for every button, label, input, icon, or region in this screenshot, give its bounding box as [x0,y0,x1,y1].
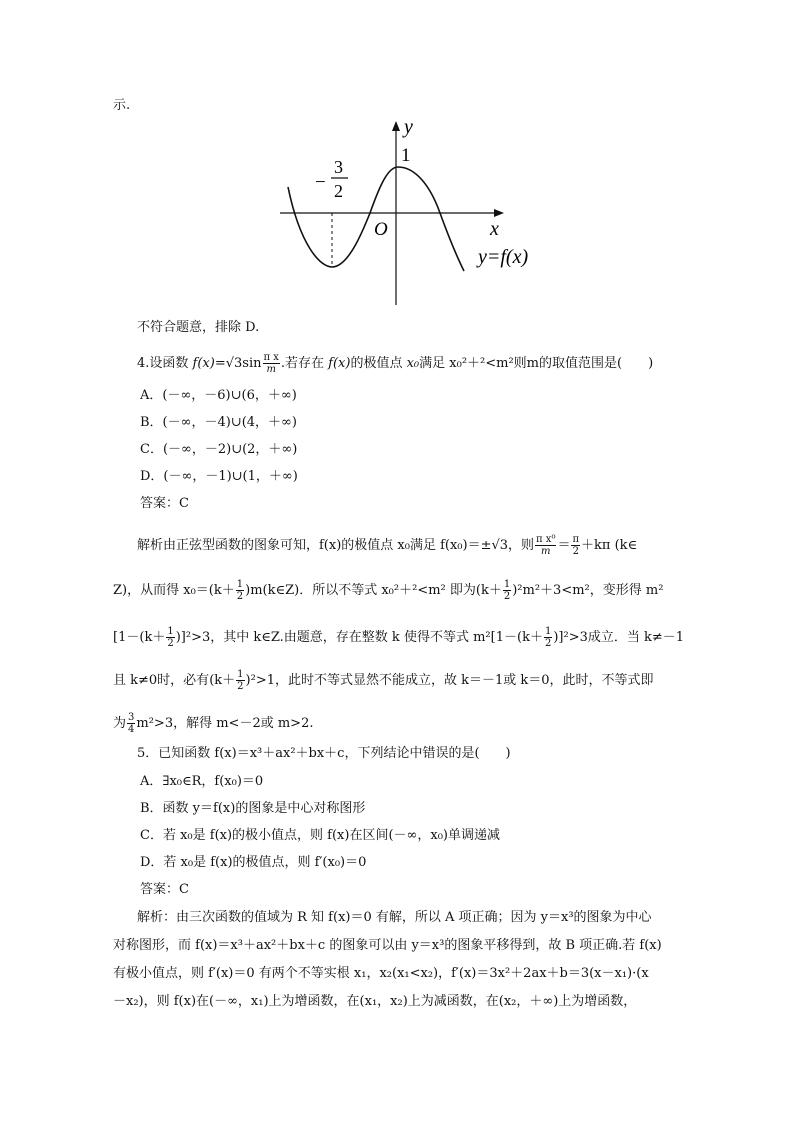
q4-sol1-frac-num: π x⁰ [536,534,556,545]
q4-stem-g: x₀ [406,356,420,371]
q5-option-d: D．若 x₀是 f(x)的极值点，则 f′(x₀)＝0 [140,855,367,870]
q4-sol3-half2 [544,626,552,649]
q4-stem-c: =√3sin [214,356,262,371]
q4-sol4-b: k＋ [214,673,236,688]
q5-answer: 答案：C [140,882,189,897]
q4-sol4-half [236,669,244,692]
q4-option-c: C．(－∞，－2)∪(2，＋∞) [140,442,298,457]
q4-option-b: B．(－∞，－4)∪(4，＋∞) [140,415,297,430]
q4-sol3-bracket-open: [ [113,630,119,645]
q5-option-c: C．若 x₀是 f(x)的极小值点，则 f(x)在区间(－∞，x₀)单调递减 [140,828,500,843]
min-x-num: 3 [334,157,343,177]
q4-sol3-half [166,626,174,649]
min-x-den: 2 [334,181,343,201]
q5-option-a: A．∃x₀∈R，f(x₀)＝0 [140,774,264,789]
q4-sol1-frac [535,534,556,557]
q4-sol1-b: ＝ [557,538,571,553]
q4-sol2-half-den: 2 [236,591,244,602]
q4-sol3-half2-den: 2 [544,638,552,649]
q4-sol-line3 [113,626,684,649]
q5-sol-line1: 解析：由三次函数的值域为 R 知 f(x)＝0 有解，所以 A 项正确；因为 y＝x³的图象为中心 [137,910,652,925]
q4-sol2-d: ²m²＋3<m²，变形得 m² [517,583,664,598]
q4-sol2-paren-close: ) [245,583,251,598]
curve-label: y=f(x) [478,246,529,268]
q5-sol-line3: 有极小值点，则 f′(x)＝0 有两个不等实根 x₁，x₂(x₁<x₂)，f′(x)＝3x²＋2ax＋b＝3(x－x₁)·(x [113,966,649,981]
q4-option-a: A．(－∞，－6)∪(6，＋∞) [140,388,297,403]
q4-stem-frac [263,352,280,375]
q5-option-b: B．函数 y＝f(x)的图象是中心对称图形 [140,801,366,816]
min-x-neg: − [315,172,326,193]
q4-sol2-half2 [503,579,511,602]
q4-sol3-bracket2-open: [ [490,630,496,645]
q4-sol1-frac2-num: π [572,534,580,545]
max-value-label: 1 [401,145,411,166]
q4-sol-line4 [113,669,654,692]
q4-sol3-bracket2-close: ] [558,630,564,645]
q4-sol5-b: m²>3，解得 m<－2或 m>2. [136,716,314,731]
q4-sol3-b: k＋ [144,630,166,645]
q4-sol2-half2-num: 1 [503,579,511,590]
q4-stem [137,352,653,375]
q5-sol-line4: －x₂)，则 f(x)在(－∞，x₁)上为增函数，在(x₁，x₂)上为减函数，在(x₂，＋∞)上为增函数， [113,994,637,1009]
origin-label: O [374,219,388,240]
q4-sol2-half-num: 1 [236,579,244,590]
function-graph [270,115,550,310]
q4-frac-num: π x [263,352,279,363]
q4-sol1-a: 解析由正弦型函数的图象可知，f(x)的极值点 x₀满足 f(x₀)＝±√3，则 [137,538,535,553]
q4-sol1-frac-den: m [541,546,551,557]
q4-sol2-half [236,579,244,602]
q4-sol-line1 [137,534,637,557]
q4-stem-f: 的极值点 [350,356,407,371]
q4-option-d: D．(－∞，－1)∪(1，＋∞) [140,469,298,484]
q4-sol5-a: 为 [113,716,127,731]
q4-sol2-c: k＋ [480,583,502,598]
q4-sol3-half-num: 1 [167,626,174,637]
q4-sol4-a: 且 k≠0时，必有 [113,673,210,688]
q4-sol5-frac [127,712,135,735]
q4-stem-a: 4.设函数 [137,356,193,371]
q4-sol5-frac-den: 4 [128,724,135,735]
y-axis-arrow [392,121,400,131]
q4-sol3-paren-open: ( [139,630,145,645]
q4-sol-line5 [113,712,313,735]
q4-sol2-paren-open: ( [208,583,214,598]
q4-sol4-c: ²>1，此时不等式显然不能成立，故 k＝－1或 k＝0，此时，不等式即 [250,673,654,688]
q4-sol2-b2: m(k∈Z)．所以不等式 x₀²＋²<m² 即为 [250,583,476,598]
q4-sol3-e: k＋ [522,630,543,645]
q4-sol3-c: ²>3，其中 k∈Z.由题意，存在整数 k 使得不等式 m² [185,630,491,645]
q5-stem: 5．已知函数 f(x)＝x³＋ax²＋bx＋c，下列结论中错误的是( ) [137,746,511,761]
q4-sol2-paren2-close: ) [512,583,518,598]
q4-sol5-frac-num: 3 [128,712,135,723]
q4-sol1-c: ＋kπ (k∈ [581,538,638,553]
q4-answer: 答案：C [140,496,189,511]
q4-sol3-paren-close: ) [175,630,181,645]
q4-sol3-half-den: 2 [167,638,174,649]
q4-sol4-paren-open: ( [209,673,215,688]
x-axis-arrow [494,209,504,217]
q4-sol3-bracket-close: ] [180,630,186,645]
q4-sol2-paren2-open: ( [475,583,481,598]
q4-stem-e: f(x) [328,356,351,371]
q4-sol2-a: Z)，从而得 x₀＝ [113,583,209,598]
q4-sol3-paren2-close: ) [553,630,559,645]
q4-sol3-a: 1－ [118,630,140,645]
q4-sol2-half2-den: 2 [503,591,511,602]
exclude-line: 不符合题意，排除 D. [137,320,260,335]
q4-sol-line2 [113,579,663,602]
q4-sol1-frac2 [571,534,580,557]
q4-sol3-paren2-open: ( [516,630,523,645]
q4-sol4-paren-close: ) [245,673,251,688]
q4-frac-den: m [266,364,276,375]
q4-stem-h: 满足 x₀²＋²<m²则m的取值范围是( ) [419,356,654,371]
q5-sol-line2: 对称图形，而 f(x)＝x³＋ax²＋bx＋c 的图象可以由 y＝x³的图象平移得到，故 B 项正确.若 f(x) [113,938,662,953]
q4-sol4-half-num: 1 [237,669,244,680]
q4-sol3-f: ²>3成立．当 k≠－1 [563,630,685,645]
q4-sol2-b: k＋ [213,583,235,598]
x-axis-label: x [490,218,499,240]
q4-sol1-frac2-den: 2 [572,546,579,557]
y-axis-label: y [404,116,413,138]
q4-sol4-half-den: 2 [237,681,244,692]
q4-stem-d: .若存在 [280,356,329,371]
q4-sol3-d: 1－ [495,630,517,645]
top-fragment: 示. [113,98,131,113]
q4-sol3-half2-num: 1 [544,626,552,637]
q4-stem-b: f(x) [192,356,215,371]
